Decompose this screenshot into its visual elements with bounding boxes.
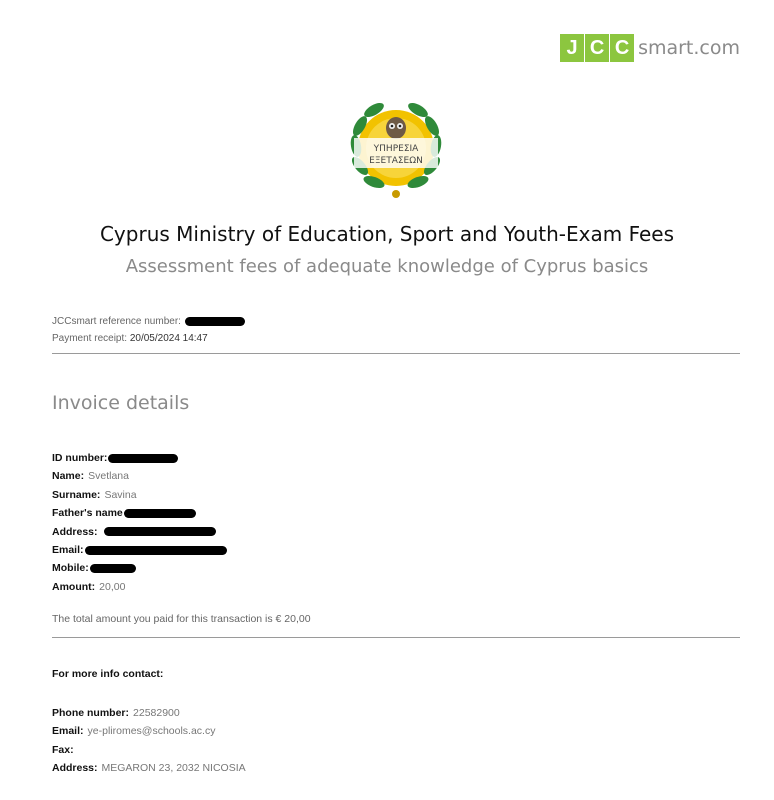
seal-text-line1: ΥΠΗΡΕΣΙΑ (373, 144, 419, 154)
name-row (52, 467, 227, 485)
contact-address-label: Address: (52, 762, 98, 775)
contact-heading: For more info contact: (52, 668, 164, 680)
email-row (52, 541, 227, 559)
surname-value: Savina (104, 488, 137, 501)
contact-email-row (52, 722, 246, 740)
divider (52, 353, 740, 354)
logo-text: smart.com (638, 37, 740, 59)
address-label: Address: (52, 525, 98, 538)
father-label: Father's name (52, 507, 123, 520)
jccsmart-logo (560, 34, 740, 62)
id-label: ID number: (52, 452, 108, 464)
redaction-bar (85, 546, 227, 555)
amount-row (52, 578, 227, 596)
invoice-details (52, 449, 227, 596)
owl-laurel-seal-icon (342, 96, 450, 204)
address-row (52, 523, 227, 541)
fax-row (52, 741, 246, 759)
contact-email-label: Email: (52, 725, 84, 738)
amount-value: 20,00 (99, 580, 126, 593)
redaction-bar (108, 454, 178, 463)
seal-text-line2: ΕΞΕΤΑΣΕΩΝ (369, 156, 423, 166)
logo-letter-j: J (560, 34, 584, 62)
page-subtitle: Assessment fees of adequate knowledge of Cyprus basics (125, 256, 649, 277)
contact-details (52, 704, 246, 778)
logo-letter-c1: C (585, 34, 609, 62)
contact-email-value: ye-pliromes@schools.ac.cy (87, 725, 216, 738)
reference-label: JCCsmart reference number: (52, 316, 181, 327)
mobile-label: Mobile: (52, 562, 89, 575)
receipt-value: 20/05/2024 14:47 (129, 333, 208, 344)
contact-address-row (52, 759, 246, 777)
name-value: Svetlana (88, 470, 129, 483)
page-title: Cyprus Ministry of Education, Sport and Youth-Exam Fees (99, 222, 675, 246)
reference-row (52, 313, 245, 330)
id-row (52, 449, 227, 467)
divider (52, 637, 740, 638)
logo-letter-c2: C (610, 34, 634, 62)
father-row (52, 504, 227, 522)
name-label: Name: (52, 470, 85, 483)
redaction-bar (104, 527, 216, 536)
surname-row (52, 486, 227, 504)
email-label: Email: (52, 543, 84, 556)
mobile-row (52, 559, 227, 577)
phone-value: 22582900 (133, 707, 180, 719)
phone-row (52, 704, 246, 722)
receipt-meta (52, 313, 245, 347)
amount-label: Amount: (52, 580, 96, 593)
redaction-bar (124, 509, 196, 518)
invoice-heading: Invoice details (52, 392, 190, 414)
redaction-bar (185, 317, 245, 326)
receipt-row (52, 330, 245, 347)
surname-label: Surname: (52, 488, 101, 501)
fax-label: Fax: (52, 743, 74, 756)
contact-address-value: MEGARON 23, 2032 NICOSIA (101, 762, 246, 775)
receipt-label: Payment receipt: (52, 333, 128, 344)
redaction-bar (90, 564, 136, 573)
total-paid-text: The total amount you paid for this transaction is € 20,00 (52, 613, 311, 625)
phone-label: Phone number: (52, 707, 130, 719)
